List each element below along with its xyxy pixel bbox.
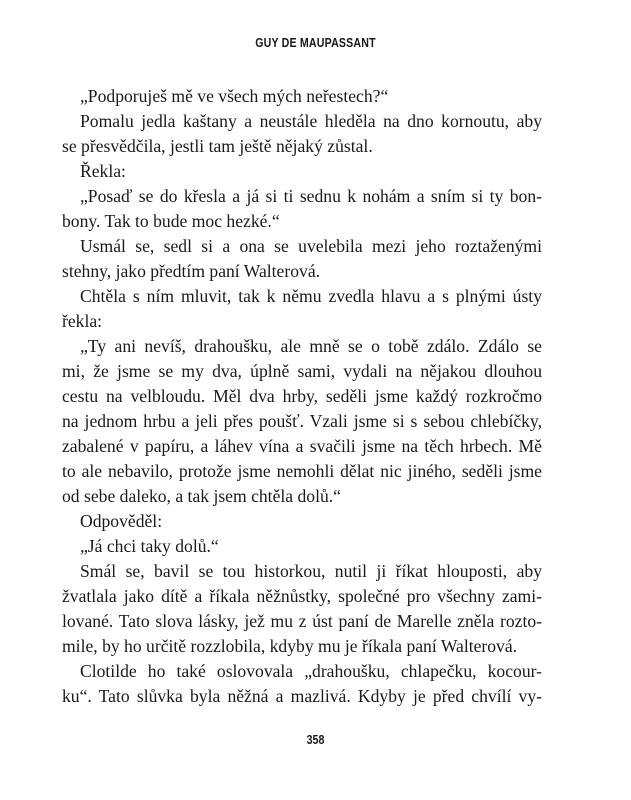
text-line: řekla: — [62, 311, 103, 331]
text-line: se přesvědčila, jestli tam ještě nějaký zůstal. — [62, 136, 373, 156]
text-line: lované. Tato slova lásky, jež mu z úst paní de Marelle zněla rozto- — [62, 611, 542, 631]
text-line: bony. Tak to bude moc hezké.“ — [62, 211, 280, 231]
text-line: Smál se, bavil se tou historkou, nutil ji říkat hlouposti, aby — [80, 561, 542, 581]
body-text — [62, 84, 542, 709]
text-line: „Posaď se do křesla a já si ti sednu k nohám a sním si ty bon- — [80, 186, 542, 206]
text-line: žvatlala jako dítě a říkala něžnůstky, společné pro všechny zami- — [62, 586, 542, 606]
text-line: ku“. Tato slůvka byla něžná a mazlivá. Kdyby je před chvílí vy- — [62, 686, 542, 706]
text-line: „Já chci taky dolů.“ — [80, 536, 219, 556]
text-line: to ale nebavilo, protože jsme nemohli dělat nic jiného, seděli jsme — [62, 461, 542, 481]
text-line: „Podporuješ mě ve všech mých neřestech?“ — [80, 86, 389, 106]
text-line: Usmál se, sedl si a ona se uvelebila mezi jeho roztaženými — [80, 236, 542, 256]
text-line: na jednom hrbu a jeli přes poušť. Vzali jsme si s sebou chlebíčky, — [62, 411, 542, 431]
text-line: stehny, jako předtím paní Walterová. — [62, 261, 321, 281]
running-header: GUY DE MAUPASSANT — [255, 36, 376, 50]
text-line: zabalené v papíru, a láhev vína a svačili jsme na těch hrbech. Mě — [62, 436, 542, 456]
text-line: Řekla: — [80, 161, 126, 181]
text-line: Odpověděl: — [80, 511, 163, 531]
text-line: od sebe daleko, a tak jsem chtěla dolů.“ — [62, 486, 341, 506]
text-line: mi, že jsme se my dva, úplně sami, vydali na nějakou dlouhou — [62, 361, 542, 381]
text-line: Clotilde ho také oslovovala „drahoušku, chlapečku, kocour- — [80, 661, 542, 681]
text-line: Pomalu jedla kaštany a neustále hleděla na dno kornoutu, aby — [80, 111, 542, 131]
text-line: cestu na velbloudu. Měl dva hrby, seděli jsme každý rozkročmo — [62, 386, 542, 406]
text-line: „Ty ani nevíš, drahoušku, ale mně se o tobě zdálo. Zdálo se — [80, 336, 542, 356]
page-number: 358 — [306, 733, 325, 747]
text-line: Chtěla s ním mluvit, tak k němu zvedla hlavu a s plnými ústy — [80, 286, 542, 306]
text-line: mile, by ho určitě rozzlobila, kdyby mu je říkala paní Walterová. — [62, 636, 518, 656]
